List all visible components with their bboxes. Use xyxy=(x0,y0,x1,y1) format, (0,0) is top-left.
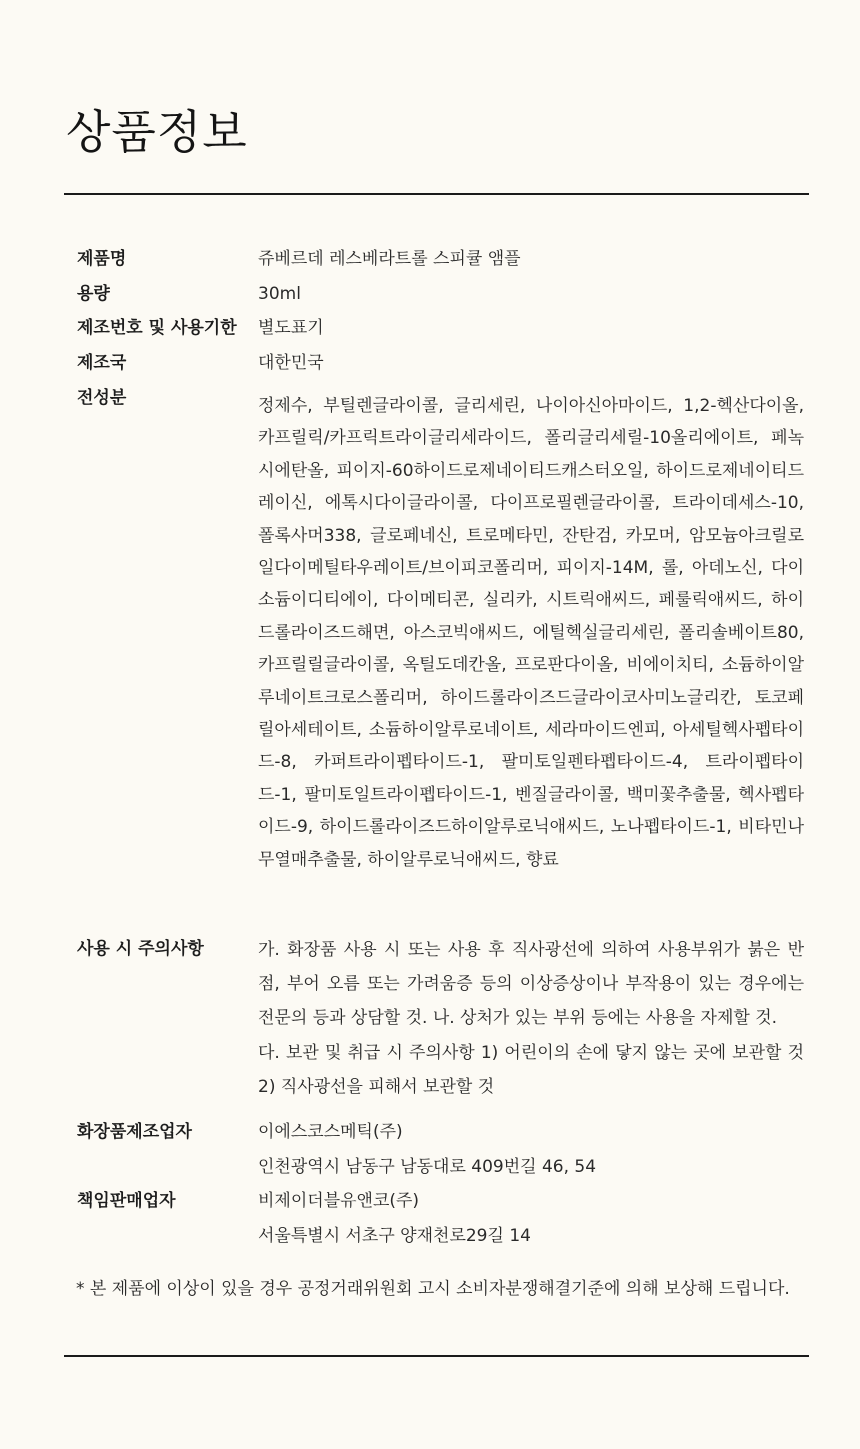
value-ingredients: 정제수, 부틸렌글라이콜, 글리세린, 나이아신아마이드, 1,2-헥산다이올, 카프릴릭/카프릭트라이글리세라이드, 폴리글리세릴-10올리에이트, 페녹시에탄올, 피이지-60하이드로제네이티드캐스터오일, 하이드로제네이티드레이신, 에톡시다이글라이콜, 다이프로필렌글라이콜, 트라이데세스-10, 폴록사머338, 글로페네신, 트로메타민, 잔탄검, 카모머, 암모늄아크릴로일다이메틸타우레이트/브이피코폴리머, 피이지-14M, 롤, 아데노신, 다이소듐이디티에이, 다이메티콘, 실리카, 시트릭애씨드, 페룰릭애씨드, 하이드롤라이즈드해면, 아스코빅애씨드, 에틸헥실글리세린, 폴리솔베이트80, 카프릴릴글라이콜, 옥틸도데칸올, 프로판다이올, 비에이치티, 소듐하이알루네이트크로스폴리머, 하이드롤라이즈드글라이코사미노글리칸, 토코페릴아세테이트, 소듐하이알루로네이트, 세라마이드엔피, 아세틸헥사펩타이드-8, 카퍼트라이펩타이드-1, 팔미토일펜타펩타이드-4, 트라이펩타이드-1, 팔미토일트라이펩타이드-1, 벤질글라이콜, 백미꽃추출물, 헥사펩타이드-9, 하이드롤라이즈드하이알루로닉애씨드, 노나펩타이드-1, 비타민나무열매추출물, 하이알루로닉애씨드, 향료 xyxy=(258,396,804,870)
value-product-name: 쥬베르데 레스베라트롤 스피큘 앰플 xyxy=(258,249,521,269)
label-seller: 책임판매업자 xyxy=(77,1191,176,1211)
page-title: 상품정보 xyxy=(66,105,248,159)
value-volume: 30ml xyxy=(258,284,301,304)
bottom-divider xyxy=(64,1355,809,1357)
label-volume: 용량 xyxy=(77,284,110,304)
label-origin: 제조국 xyxy=(77,353,127,373)
label-manufacturer: 화장품제조업자 xyxy=(77,1122,192,1142)
caution-paragraph-2: 다. 보관 및 취급 시 주의사항 1) 어린이의 손에 닿지 않는 곳에 보관할 것 2) 직사광선을 피해서 보관할 것 xyxy=(258,1042,804,1097)
label-product-name: 제품명 xyxy=(77,249,127,269)
value-manufacturer xyxy=(258,1116,804,1183)
value-origin: 대한민국 xyxy=(258,353,324,373)
value-lot-expiry: 별도표기 xyxy=(258,318,324,338)
label-ingredients: 전성분 xyxy=(77,388,127,408)
manufacturer-address: 인천광역시 남동구 남동대로 409번길 46, 54 xyxy=(258,1157,597,1177)
label-lot-expiry: 제조번호 및 사용기한 xyxy=(77,318,237,338)
label-caution: 사용 시 주의사항 xyxy=(77,939,204,959)
value-seller xyxy=(258,1185,804,1252)
value-caution xyxy=(258,933,804,1104)
manufacturer-company: 이에스코스메틱(주) xyxy=(258,1122,403,1142)
caution-paragraph-1: 가. 화장품 사용 시 또는 사용 후 직사광선에 의하여 사용부위가 붉은 반점, 부어 오름 또는 가려움증 등의 이상증상이나 부작용이 있는 경우에는 전문의 등과 상담할 것. 나. 상처가 있는 부위 등에는 사용을 자제할 것. xyxy=(258,940,804,1029)
top-divider xyxy=(64,193,809,195)
seller-company: 비제이더블유앤코(주) xyxy=(258,1191,420,1211)
compensation-notice: * 본 제품에 이상이 있을 경우 공정거래위원회 고시 소비자분쟁해결기준에 의해 보상해 드립니다. xyxy=(76,1279,790,1299)
seller-address: 서울특별시 서초구 양재천로29길 14 xyxy=(258,1226,531,1246)
